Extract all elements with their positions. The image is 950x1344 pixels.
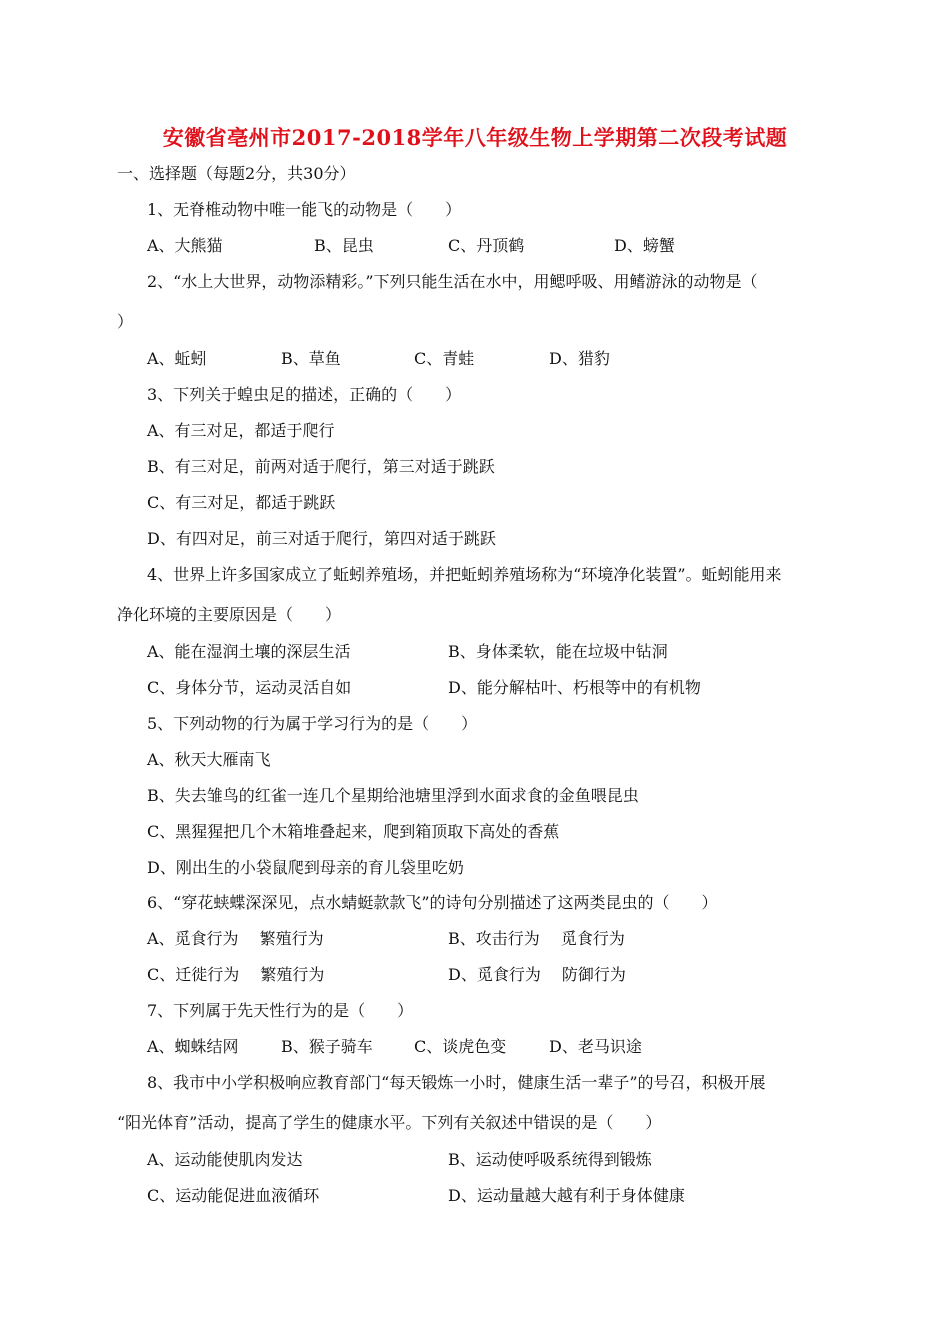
section-heading: 一、选择题（每题2分，共30分） bbox=[117, 164, 356, 183]
question-4-stem-cont: 净化环境的主要原因是（ ） bbox=[117, 605, 342, 624]
q7-option-d: D、老马识途 bbox=[549, 1037, 642, 1056]
q7-option-a: A、蜘蛛结网 bbox=[147, 1037, 239, 1056]
q1-option-a: A、大熊猫 bbox=[147, 236, 223, 255]
question-2-stem-cont: ） bbox=[117, 312, 134, 331]
q8-option-a: A、运动能使肌肉发达 bbox=[147, 1150, 303, 1169]
q4-option-b: B、身体柔软，能在垃圾中钻洞 bbox=[448, 642, 668, 661]
q8-option-d: D、运动量越大越有利于身体健康 bbox=[448, 1186, 685, 1205]
question-8-stem: 8、我市中小学积极响应教育部门“每天锻炼一小时，健康生活一辈子”的号召，积极开展 bbox=[147, 1073, 766, 1092]
question-3-stem: 3、下列关于蝗虫足的描述，正确的（ ） bbox=[147, 385, 462, 404]
q6-option-a: A、觅食行为 繁殖行为 bbox=[147, 929, 324, 948]
question-2-stem: 2、“水上大世界，动物添精彩。”下列只能生活在水中，用鳃呼吸、用鳍游泳的动物是（ bbox=[147, 272, 758, 291]
q5-option-a: A、秋天大雁南飞 bbox=[147, 750, 271, 769]
question-8-stem-cont: “阳光体育”活动，提高了学生的健康水平。下列有关叙述中错误的是（ ） bbox=[117, 1113, 662, 1132]
question-6-stem: 6、“穿花蛱蝶深深见，点水蜻蜓款款飞”的诗句分别描述了这两类昆虫的（ ） bbox=[147, 893, 718, 912]
question-5-stem: 5、下列动物的行为属于学习行为的是（ ） bbox=[147, 714, 478, 733]
q7-option-b: B、猴子骑车 bbox=[281, 1037, 373, 1056]
question-4-stem: 4、世界上许多国家成立了蚯蚓养殖场，并把蚯蚓养殖场称为“环境净化装置”。蚯蚓能用来 bbox=[147, 565, 782, 584]
q3-option-b: B、有三对足，前两对适于爬行，第三对适于跳跃 bbox=[147, 457, 495, 476]
q3-option-a: A、有三对足，都适于爬行 bbox=[147, 421, 335, 440]
q3-option-c: C、有三对足，都适于跳跃 bbox=[147, 493, 336, 512]
q2-option-a: A、蚯蚓 bbox=[147, 349, 207, 368]
q4-option-d: D、能分解枯叶、朽根等中的有机物 bbox=[448, 678, 701, 697]
q8-option-c: C、运动能促进血液循环 bbox=[147, 1186, 320, 1205]
q5-option-b: B、失去雏鸟的红雀一连几个星期给池塘里浮到水面求食的金鱼喂昆虫 bbox=[147, 786, 639, 805]
q3-option-d: D、有四对足，前三对适于爬行，第四对适于跳跃 bbox=[147, 529, 496, 548]
question-7-stem: 7、下列属于先天性行为的是（ ） bbox=[147, 1001, 414, 1020]
q6-option-b: B、攻击行为 觅食行为 bbox=[448, 929, 625, 948]
q4-option-c: C、身体分节，运动灵活自如 bbox=[147, 678, 352, 697]
q1-option-c: C、丹顶鹤 bbox=[448, 236, 525, 255]
q1-option-d: D、螃蟹 bbox=[614, 236, 675, 255]
q2-option-d: D、猎豹 bbox=[549, 349, 610, 368]
q6-option-d: D、觅食行为 防御行为 bbox=[448, 965, 626, 984]
question-1-stem: 1、无脊椎动物中唯一能飞的动物是（ ） bbox=[147, 200, 462, 219]
q2-option-b: B、草鱼 bbox=[281, 349, 341, 368]
q5-option-c: C、黑猩猩把几个木箱堆叠起来，爬到箱顶取下高处的香蕉 bbox=[147, 822, 560, 841]
q4-option-a: A、能在湿润土壤的深层生活 bbox=[147, 642, 351, 661]
q6-option-c: C、迁徙行为 繁殖行为 bbox=[147, 965, 325, 984]
q2-option-c: C、青蛙 bbox=[414, 349, 475, 368]
q5-option-d: D、刚出生的小袋鼠爬到母亲的育儿袋里吃奶 bbox=[147, 858, 464, 877]
q7-option-c: C、谈虎色变 bbox=[414, 1037, 507, 1056]
q1-option-b: B、昆虫 bbox=[314, 236, 374, 255]
q8-option-b: B、运动使呼吸系统得到锻炼 bbox=[448, 1150, 652, 1169]
page-title: 安徽省亳州市2017-2018学年八年级生物上学期第二次段考试题 bbox=[162, 125, 788, 150]
